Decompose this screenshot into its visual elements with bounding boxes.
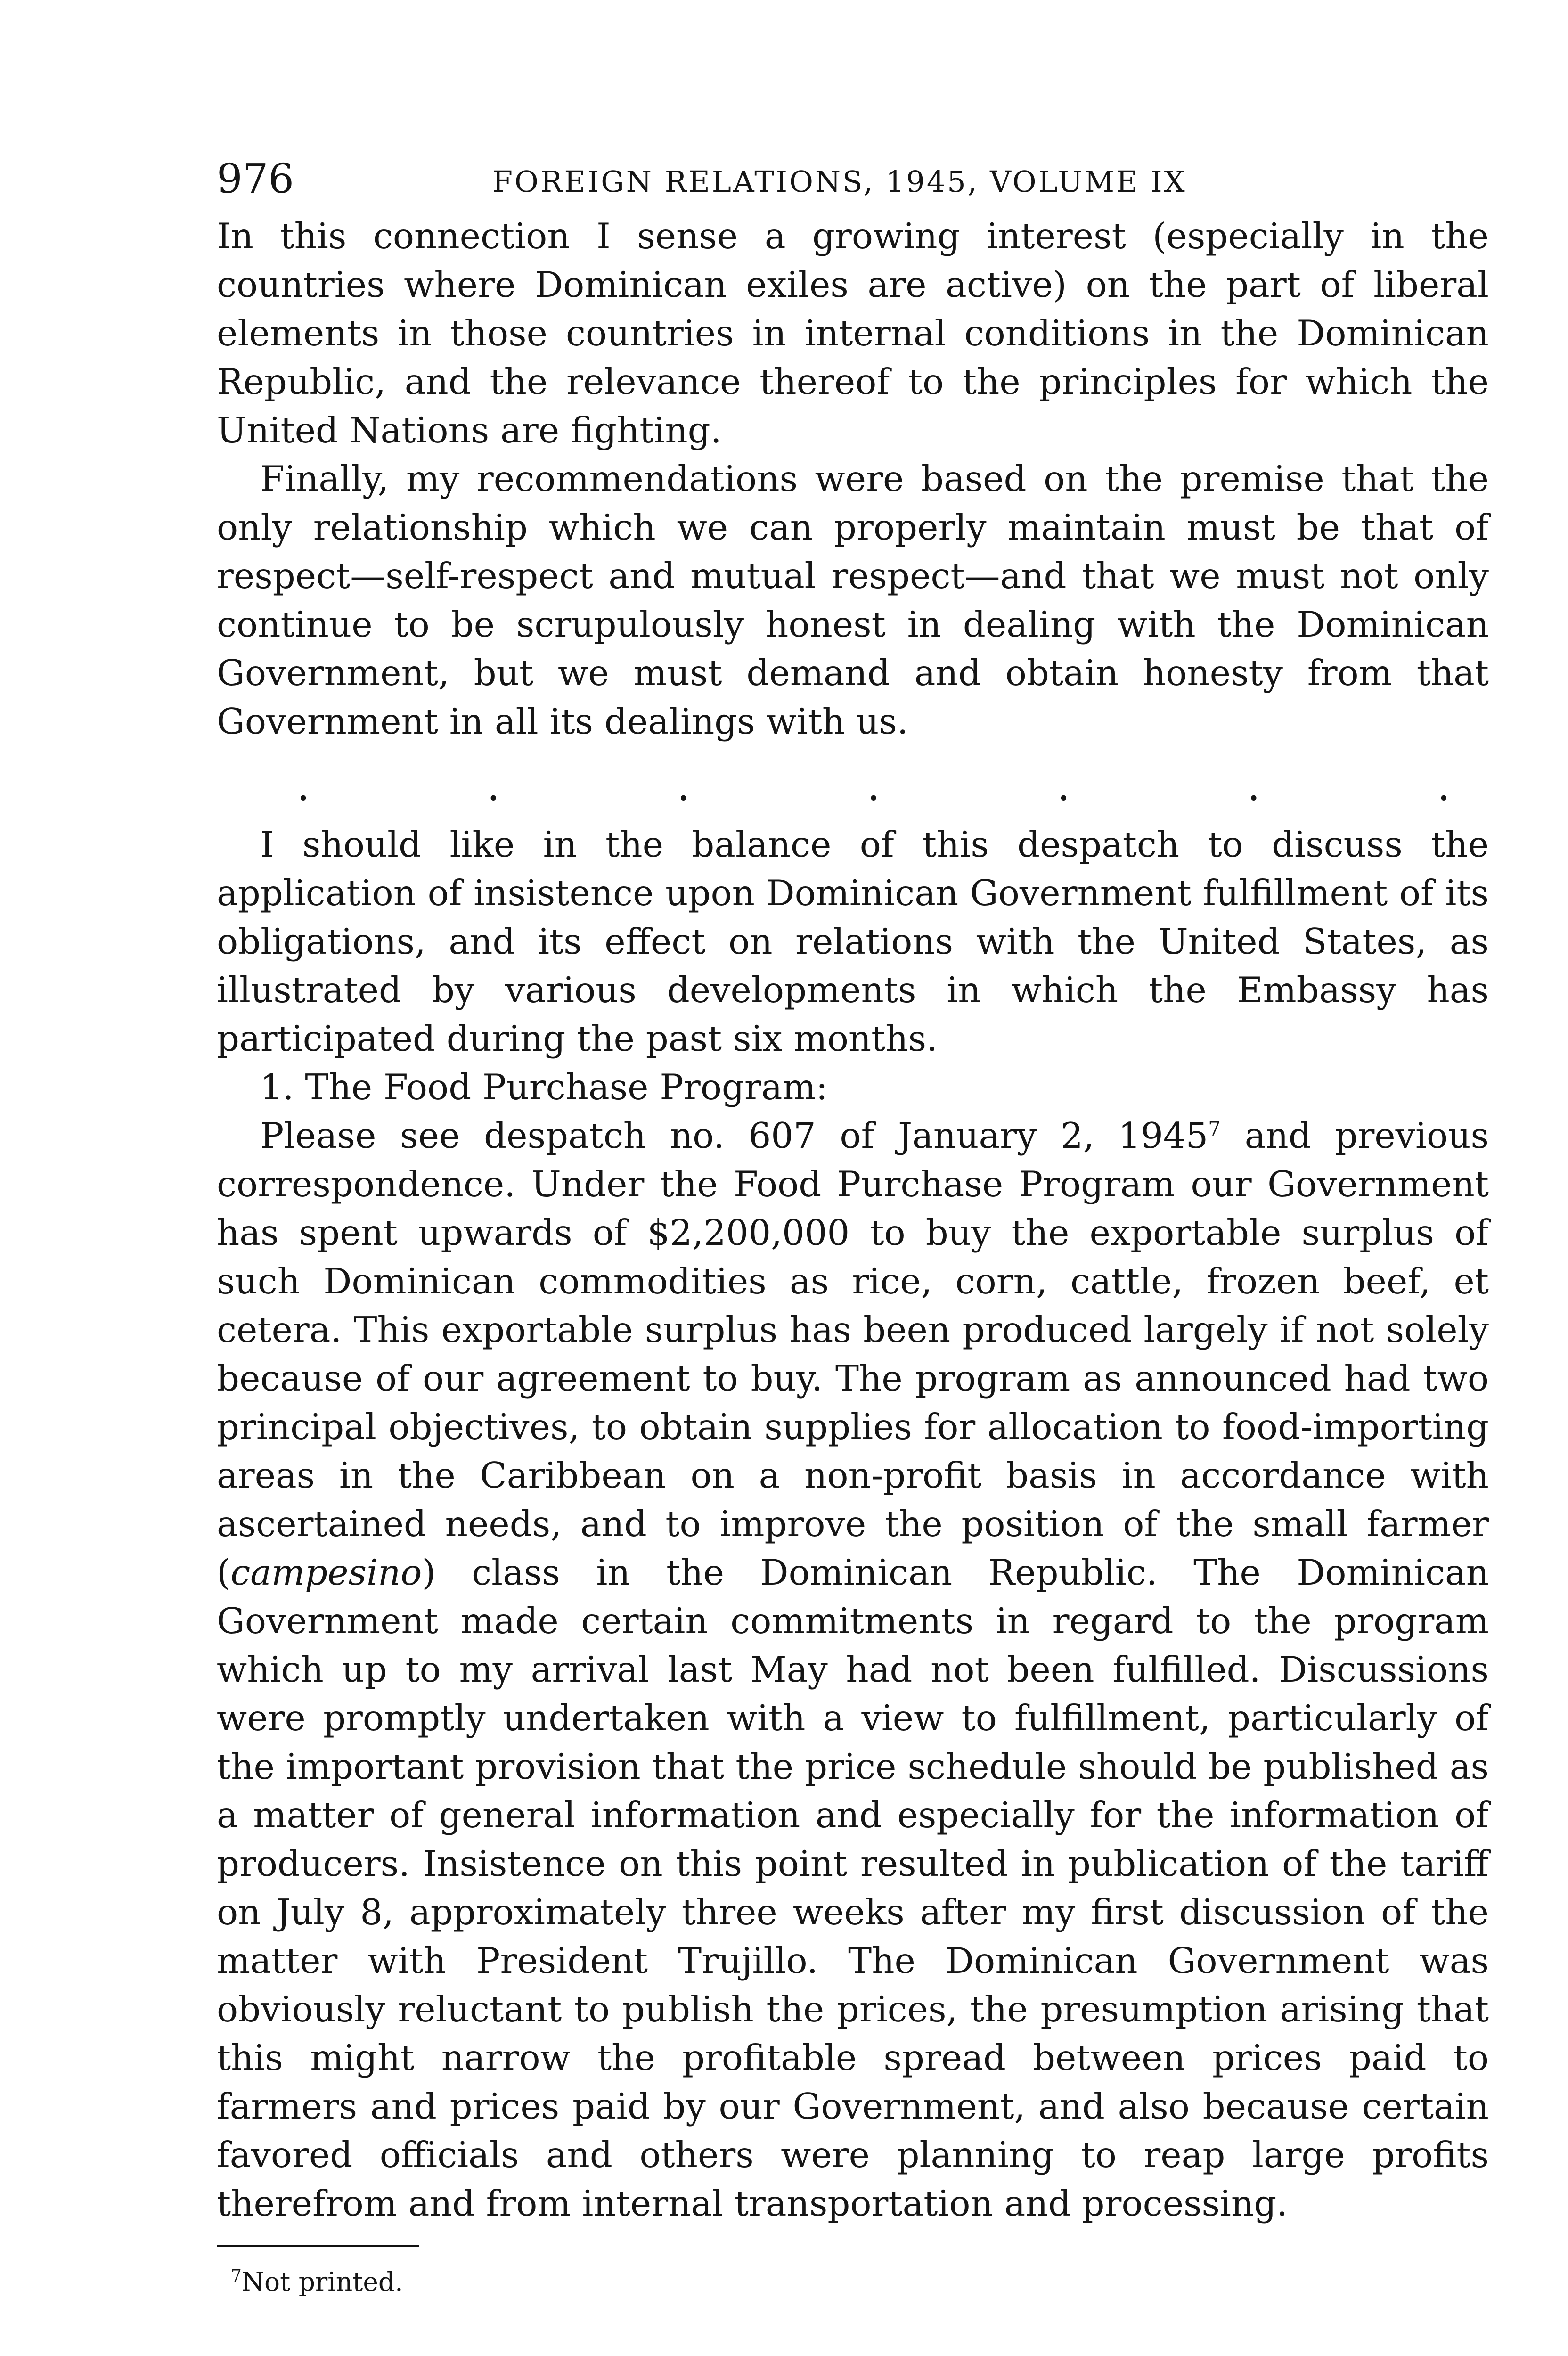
document-page bbox=[217, 155, 1489, 2300]
footnote-reference: 7 bbox=[1208, 1117, 1221, 1140]
section-heading: 1. The Food Purchase Program: bbox=[260, 1066, 828, 1108]
ellipsis-dot: . bbox=[297, 763, 310, 810]
footnote-text: Not printed. bbox=[241, 2266, 403, 2297]
paragraph-4 bbox=[217, 1112, 1489, 2228]
footnote-marker: 7 bbox=[231, 2266, 242, 2286]
paragraph-4-part-3: ) class in the Dominican Republic. The Dominican Government made certain commitments in regard to the program which up to my arrival last May had not been fulfilled. Discussions were promptly undertaken with a view to fulfillment, particularly of the important provision that the price schedule should be published as a matter of general information and especially for the information of producers. Insistence on this point resulted in publication of the tariff on July 8, approximately three weeks after my first discussion of the matter with President Trujillo. The Dominican Government was obviously reluctant to publish the prices, the presumption arising that this might narrow the profitable spread between prices paid to farmers and prices paid by our Government, and also because certain favored officials and others were planning to reap large profits therefrom and from internal transportation and processing. bbox=[217, 1552, 1489, 2224]
paragraph-2: Finally, my recommendations were based on the premise that the only relationship which we can properly maintain must be that of respect—self-respect and mutual respect—and that we must not only continue to be scrupulously honest in dealing with the Dominican Government, but we must demand and obtain honesty from that Government in all its dealings with us. bbox=[217, 458, 1489, 742]
page-number: 976 bbox=[217, 155, 294, 203]
paragraph-3: I should like in the balance of this despatch to discuss the application of insistence upon Dominican Government fulfillment of its obligations, and its effect on relations with the United States, as illustrated by various developments in which the Embassy has participated during the past six months. bbox=[217, 824, 1489, 1059]
footnote bbox=[231, 2258, 1489, 2300]
ellipsis-separator bbox=[297, 763, 1450, 810]
ellipsis-dot: . bbox=[1247, 763, 1260, 810]
ellipsis-dot: . bbox=[867, 763, 880, 810]
paragraph-4-part-2: and previous correspondence. Under the Food Purchase Program our Government has spent upwards of $2,200,000 to buy the exportable surplus of such Dominican commodities as rice, corn, cattle, frozen beef, et cetera. This exportable surplus has been produced largely if not solely because of our agreement to buy. The program as announced had two principal objectives, to obtain supplies for allocation to food-importing areas in the Caribbean on a non-profit basis in accordance with ascertained needs, and to improve the position of the small farmer ( bbox=[217, 1115, 1489, 1593]
ellipsis-dot: . bbox=[677, 763, 690, 810]
page-header bbox=[217, 155, 1489, 212]
running-head: FOREIGN RELATIONS, 1945, VOLUME IX bbox=[492, 164, 1187, 199]
ellipsis-dot: . bbox=[487, 763, 500, 810]
italic-term: campesino bbox=[230, 1552, 422, 1593]
ellipsis-dot: . bbox=[1437, 763, 1450, 810]
paragraph-1: In this connection I sense a growing interest (especially in the countries where Dominican exiles are active) on the part of liberal elements in those countries in internal conditions in the Dominican Republic, and the relevance thereof to the principles for which the United Nations are fighting. bbox=[217, 215, 1489, 451]
paragraph-4-part-1: Please see despatch no. 607 of January 2, 1945 bbox=[260, 1115, 1209, 1156]
ellipsis-dot: . bbox=[1057, 763, 1070, 810]
body-text bbox=[217, 212, 1489, 2228]
footnote-divider bbox=[217, 2245, 419, 2247]
